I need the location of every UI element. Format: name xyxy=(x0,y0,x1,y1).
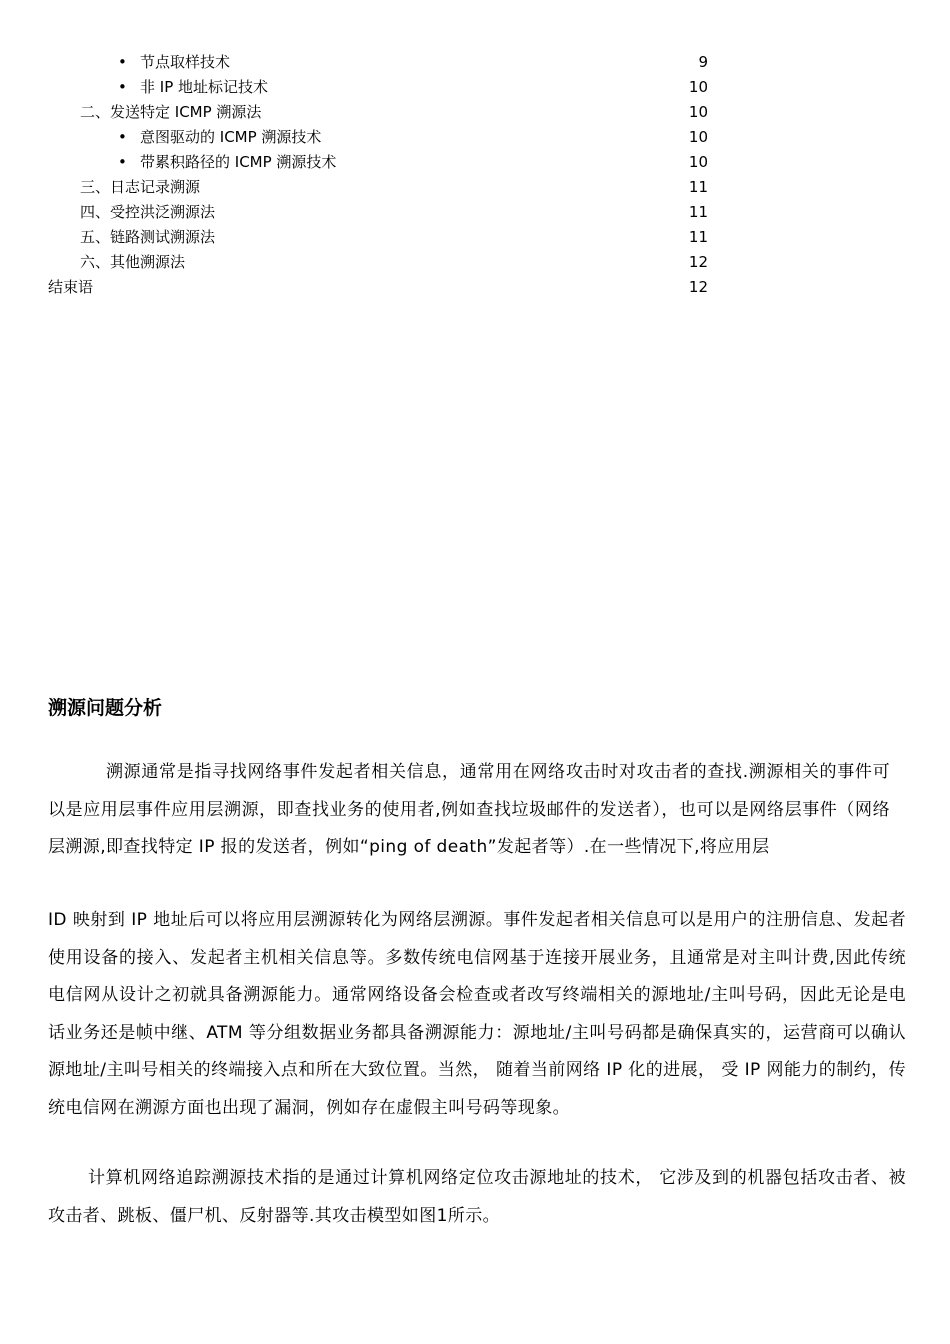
toc-entry-label: 二、发送特定 ICMP 溯源法 xyxy=(80,103,262,121)
toc-page-number: 10 xyxy=(688,153,708,171)
toc-page-number: 10 xyxy=(688,103,708,121)
toc-entry-label: 三、日志记录溯源 xyxy=(80,178,201,196)
toc-entry-label: 六、其他溯源法 xyxy=(80,253,186,271)
toc-page-number: 9 xyxy=(698,53,708,71)
toc-page-number: 10 xyxy=(688,78,708,96)
toc-entry[interactable] xyxy=(48,275,93,300)
toc-entry[interactable] xyxy=(118,50,230,75)
toc-entry[interactable] xyxy=(80,200,215,225)
body-paragraph: 计算机网络追踪溯源技术指的是通过计算机网络定位攻击源地址的技术， 它涉及到的机器包括攻击者、被攻击者、跳板、僵尸机、反射器等.其攻击模型如图1所示。 xyxy=(48,1168,906,1226)
toc-entry-label: 五、链路测试溯源法 xyxy=(80,228,216,246)
toc-entry-label: 带累积路径的 ICMP 溯源技术 xyxy=(140,153,337,171)
toc-entry-label: 四、受控洪泛溯源法 xyxy=(80,203,216,221)
toc-bullet: • xyxy=(118,128,127,146)
toc-entry[interactable] xyxy=(80,100,261,125)
toc-page-number: 11 xyxy=(688,203,708,221)
toc-bullet: • xyxy=(118,78,127,96)
toc-entry[interactable] xyxy=(80,175,200,200)
toc-entry-label: 非 IP 地址标记技术 xyxy=(140,78,269,96)
toc-entry[interactable] xyxy=(118,125,321,150)
toc-entry[interactable] xyxy=(80,225,215,250)
toc-entry[interactable] xyxy=(80,250,185,275)
toc-entry-label: 结束语 xyxy=(48,278,94,296)
toc-page-number: 12 xyxy=(688,253,708,271)
toc-page-number: 12 xyxy=(688,278,708,296)
toc-bullet: • xyxy=(118,53,127,71)
toc-entry-label: 节点取样技术 xyxy=(140,53,231,71)
toc-entry-label: 意图驱动的 ICMP 溯源技术 xyxy=(140,128,322,146)
toc-page-number: 11 xyxy=(688,178,708,196)
toc-entry[interactable] xyxy=(118,150,336,175)
section-title: 溯源问题分析 xyxy=(48,697,163,719)
toc-page-number: 10 xyxy=(688,128,708,146)
toc-entry[interactable] xyxy=(118,75,268,100)
toc-page-number: 11 xyxy=(688,228,708,246)
toc-bullet: • xyxy=(118,153,127,171)
body-paragraph: 溯源通常是指寻找网络事件发起者相关信息，通常用在网络攻击时对攻击者的查找.溯源相关的事件可以是应用层事件应用层溯源，即查找业务的使用者,例如查找垃圾邮件的发送者），也可以是网络层事件（网络层溯源,即查找特定 IP 报的发送者，例如“ping of death”发起者等）.在一些情况下,将应用层 xyxy=(48,762,890,858)
body-paragraph: ID 映射到 IP 地址后可以将应用层溯源转化为网络层溯源。事件发起者相关信息可以是用户的注册信息、发起者使用设备的接入、发起者主机相关信息等。多数传统电信网基于连接开展业务，且通常是对主叫计费,因此传统电信网从设计之初就具备溯源能力。通常网络设备会检查或者改写终端相关的源地址/主叫号码，因此无论是电话业务还是帧中继、ATM 等分组数据业务都具备溯源能力：源地址/主叫号码都是确保真实的，运营商可以确认源地址/主叫号相关的终端接入点和所在大致位置。当然， 随着当前网络 IP 化的进展， 受 IP 网能力的制约，传统电信网在溯源方面也出现了漏洞，例如存在虚假主叫号码等现象。 xyxy=(48,910,906,1118)
